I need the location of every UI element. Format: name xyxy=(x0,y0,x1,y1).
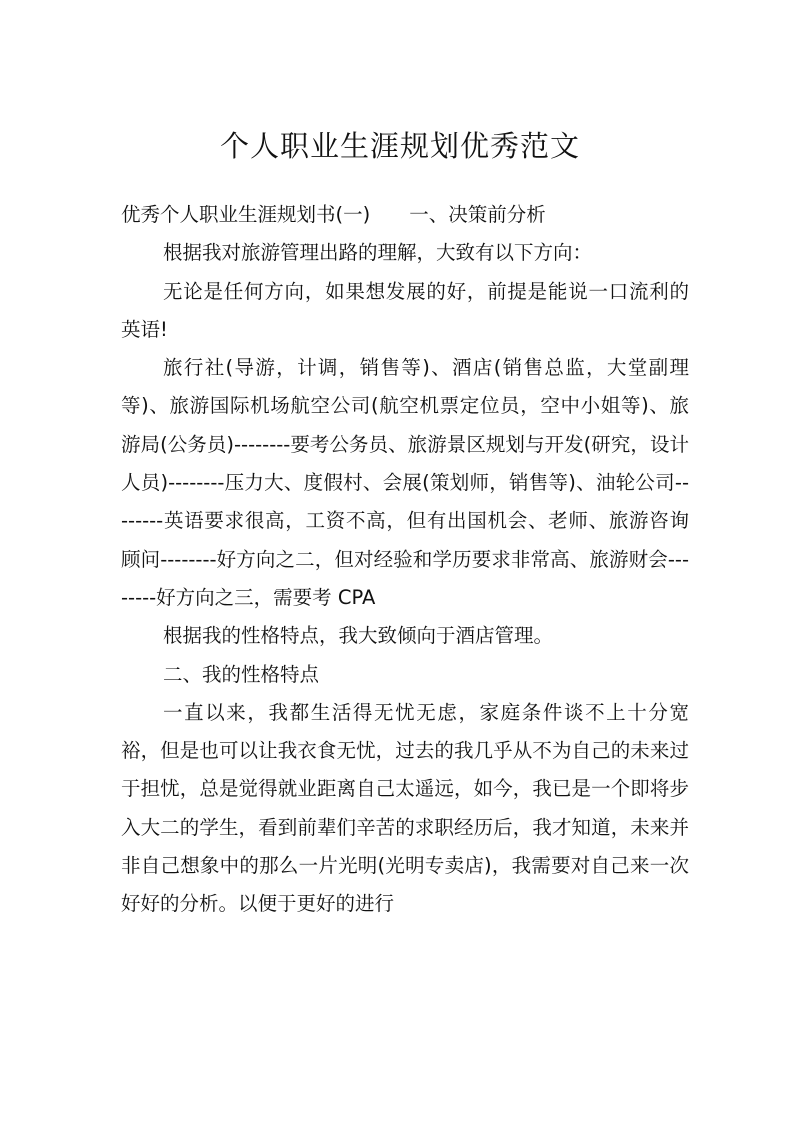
paragraph-directions-intro: 根据我对旅游管理出路的理解，大致有以下方向： xyxy=(163,241,593,265)
section-heading-personality: 二、我的性格特点 xyxy=(163,662,320,686)
paragraph-career-options: 旅行社(导游，计调，销售等)、酒店(销售总监，大堂副理等)、旅游国际机场航空公司(航空机票定位员，空中小姐等)、旅游局(公务员)--------要考公务员、旅游景区规划与开发(研究，设计人员)--------压力大、度假村、会展(策划师，销售等)、油轮公司--------英语要求很高，工资不高，但有出国机会、老师、旅游咨询顾问--------好方向之二，但对经验和学历要求非常高、旅游财会--------好方向之三，需要考 CPA xyxy=(121,356,689,609)
paragraph-hotel-preference: 根据我的性格特点，我大致倾向于酒店管理。 xyxy=(163,624,554,648)
document-title: 个人职业生涯规划优秀范文 xyxy=(219,129,580,163)
document-body xyxy=(121,196,689,924)
paragraph-personality: 一直以来，我都生活得无忧无虑，家庭条件谈不上十分宽裕，但是也可以让我衣食无忧，过去的我几乎从不为自己的未来过于担忧，总是觉得就业距离自己太遥远，如今，我已是一个即将步入大二的学生，看到前辈们辛苦的求职经历后，我才知道，未来并非自己想象中的那么一片光明(光明专卖店)，我需要对自己来一次好好的分析。以便于更好的进行 xyxy=(121,700,689,916)
paragraph-english-requirement: 无论是任何方向，如果想发展的好，前提是能说一口流利的英语! xyxy=(121,279,689,341)
section-heading-line: 优秀个人职业生涯规划书(一) 一、决策前分析 xyxy=(121,203,546,226)
